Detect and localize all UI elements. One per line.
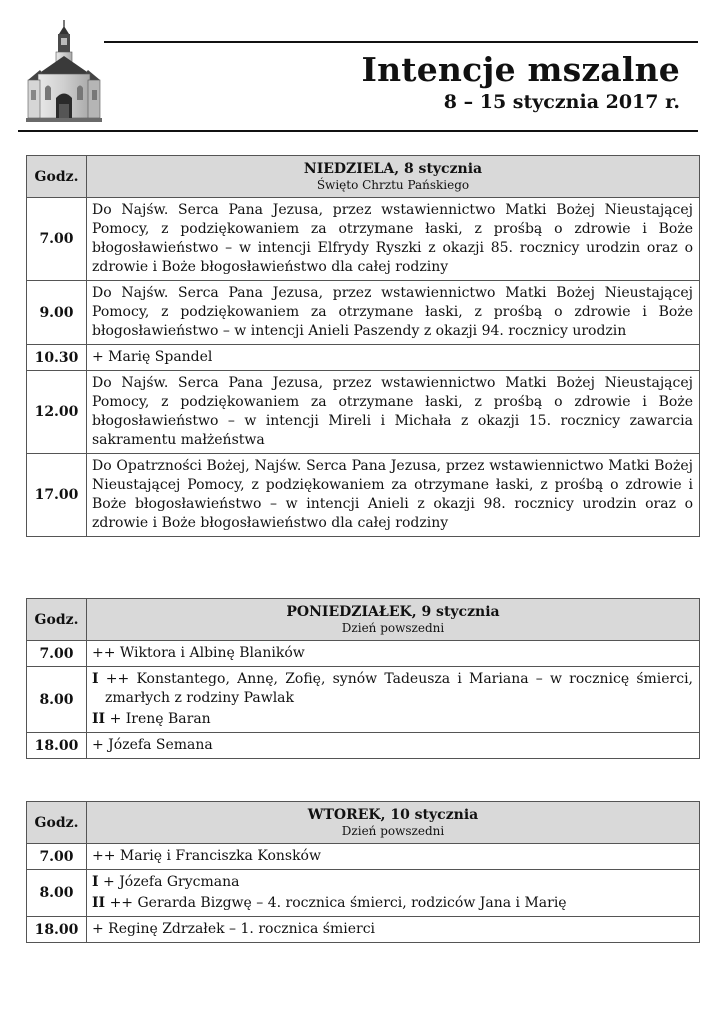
mass-row	[27, 641, 700, 667]
mass-hour: 7.00	[27, 844, 87, 870]
day-table-poniedzialek	[26, 598, 700, 759]
intention-text: ++ Gerarda Bizgwę – 4. rocznica śmierci, rodziców Jana i Marię	[109, 895, 567, 911]
page-title: Intencje mszalne	[361, 50, 680, 89]
mass-row	[27, 281, 700, 345]
day-header	[87, 156, 700, 198]
day-table-wtorek	[26, 801, 700, 943]
day-header-row	[27, 599, 700, 641]
mass-hour: 18.00	[27, 733, 87, 759]
mass-hour: 7.00	[27, 198, 87, 281]
header-rule-bottom	[18, 130, 698, 132]
mass-row	[27, 870, 700, 917]
church-logo	[26, 18, 102, 126]
mass-hour: 8.00	[27, 667, 87, 733]
intention-part	[92, 710, 693, 729]
mass-intention: Do Opatrzności Bożej, Najśw. Serca Pana Jezusa, przez wstawiennictwo Matki Bożej Nieustającej Pomocy, z podziękowaniem za otrzymane łaski, z prośbą o zdrowie i Boże błogosławieństwo – w intencji Anieli z okazji 98. rocznicy urodzin oraz o zdrowie i Boże błogosławieństwo dla całej rodziny	[87, 454, 700, 537]
mass-hour: 10.30	[27, 345, 87, 371]
mass-row	[27, 345, 700, 371]
mass-intention: Do Najśw. Serca Pana Jezusa, przez wstawiennictwo Matki Bożej Nieustającej Pomocy, z podziękowaniem za otrzymane łaski, z prośbą o zdrowie i Boże błogosławieństwo – w intencji Elfrydy Ryszki z okazji 85. rocznicy urodzin oraz o zdrowie i Boże błogosławieństwo dla całej rodziny	[87, 198, 700, 281]
day-name: NIEDZIELA, 8 stycznia	[303, 161, 483, 177]
mass-intention: ++ Marię i Franciszka Konsków	[87, 844, 700, 870]
mass-hour: 7.00	[27, 641, 87, 667]
intention-part	[92, 670, 693, 708]
intention-text: + Irenę Baran	[109, 711, 211, 727]
day-subtitle: Święto Chrztu Pańskiego	[316, 178, 470, 192]
mass-intention: ++ Wiktora i Albinę Blaników	[87, 641, 700, 667]
intention-text: + Józefa Grycmana	[103, 874, 240, 890]
day-table-niedziela	[26, 155, 700, 537]
mass-hour: 9.00	[27, 281, 87, 345]
mass-intention: + Reginę Zdrzałek – 1. rocznica śmierci	[87, 917, 700, 943]
mass-row	[27, 667, 700, 733]
day-header-row	[27, 802, 700, 844]
mass-hour: 12.00	[27, 371, 87, 454]
mass-hour: 18.00	[27, 917, 87, 943]
day-subtitle: Dzień powszedni	[341, 621, 445, 635]
day-header-row	[27, 156, 700, 198]
mass-intention	[87, 667, 700, 733]
day-name: PONIEDZIAŁEK, 9 stycznia	[286, 604, 500, 620]
intention-number: II	[92, 711, 106, 727]
day-subtitle: Dzień powszedni	[341, 824, 445, 838]
mass-row	[27, 371, 700, 454]
godz-column-header: Godz.	[27, 156, 87, 198]
intention-number: II	[92, 895, 106, 911]
intention-number: I	[92, 671, 99, 687]
mass-intention: + Józefa Semana	[87, 733, 700, 759]
mass-row	[27, 917, 700, 943]
intention-number: I	[92, 874, 99, 890]
header-rule-top	[104, 41, 698, 43]
intention-part	[92, 873, 693, 892]
godz-column-header: Godz.	[27, 599, 87, 641]
mass-row	[27, 198, 700, 281]
mass-intention: + Marię Spandel	[87, 345, 700, 371]
godz-column-header: Godz.	[27, 802, 87, 844]
mass-row	[27, 844, 700, 870]
mass-hour: 8.00	[27, 870, 87, 917]
mass-row	[27, 454, 700, 537]
day-name: WTOREK, 10 stycznia	[307, 807, 479, 823]
date-range: 8 – 15 stycznia 2017 r.	[443, 91, 680, 113]
intention-text: ++ Konstantego, Annę, Zofię, synów Tadeusza i Mariana – w rocznicę śmierci, zmarłych z rodziny Pawlak	[105, 671, 694, 706]
mass-intention: Do Najśw. Serca Pana Jezusa, przez wstawiennictwo Matki Bożej Nieustającej Pomocy, z podziękowaniem za otrzymane łaski, z prośbą o zdrowie i Boże błogosławieństwo – w intencji Anieli Paszendy z okazji 94. rocznicy urodzin	[87, 281, 700, 345]
mass-intention	[87, 870, 700, 917]
mass-hour: 17.00	[27, 454, 87, 537]
intention-part	[92, 894, 693, 913]
day-header	[87, 802, 700, 844]
day-header	[87, 599, 700, 641]
mass-intention: Do Najśw. Serca Pana Jezusa, przez wstawiennictwo Matki Bożej Nieustającej Pomocy, z podziękowaniem za otrzymane łaski, z prośbą o zdrowie i Boże błogosławieństwo – w intencji Mireli i Michała z okazji 15. rocznicy zawarcia sakramentu małżeństwa	[87, 371, 700, 454]
mass-row	[27, 733, 700, 759]
